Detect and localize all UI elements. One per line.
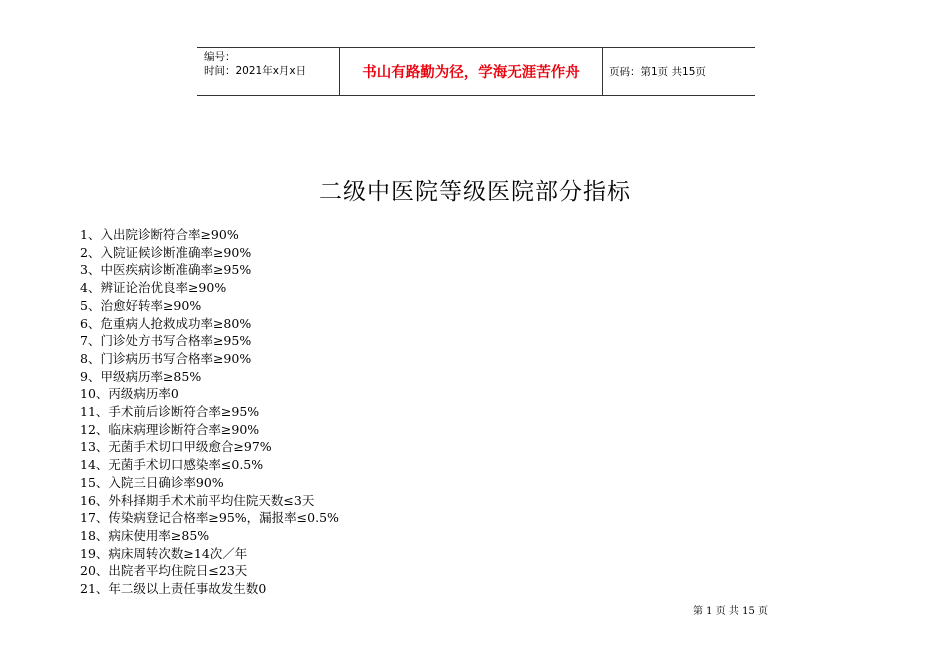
list-item: 13、无菌手术切口甲级愈合≥97% bbox=[80, 439, 272, 455]
number-label: 编号： bbox=[204, 51, 236, 63]
list-item: 16、外科择期手术术前平均住院天数≤3天 bbox=[80, 492, 315, 508]
indicator-list bbox=[80, 226, 339, 598]
document-title: 二级中医院等级医院部分指标 bbox=[319, 179, 631, 205]
list-item: 9、甲级病历率≥85% bbox=[80, 368, 202, 384]
list-item: 15、入院三日确诊率90% bbox=[80, 474, 224, 490]
list-item: 14、无菌手术切口感染率≤0.5% bbox=[80, 457, 264, 473]
header-meta bbox=[197, 48, 340, 95]
list-item: 10、丙级病历率0 bbox=[80, 386, 179, 402]
list-item: 1、入出院诊断符合率≥90% bbox=[80, 227, 239, 242]
list-item: 11、手术前后诊断符合率≥95% bbox=[80, 404, 260, 420]
page-header bbox=[197, 47, 755, 96]
list-item: 20、出院者平均住院日≤23天 bbox=[80, 563, 248, 579]
list-item: 17、传染病登记合格率≥95%，漏报率≤0.5% bbox=[80, 510, 339, 526]
list-item: 5、治愈好转率≥90% bbox=[80, 297, 202, 313]
list-item: 7、门诊处方书写合格率≥95% bbox=[80, 333, 252, 349]
list-item: 8、门诊病历书写合格率≥90% bbox=[80, 350, 252, 366]
time-label: 时间：2021年x月x日 bbox=[204, 65, 307, 77]
header-page-code: 页码：第1页 共15页 bbox=[609, 66, 706, 78]
list-item: 2、入院证候诊断准确率≥90% bbox=[80, 244, 252, 260]
list-item: 21、年二级以上责任事故发生数0 bbox=[80, 581, 267, 597]
list-item: 3、中医疾病诊断准确率≥95% bbox=[80, 262, 252, 278]
header-motto: 书山有路勤为径，学海无涯苦作舟 bbox=[340, 48, 603, 95]
list-item: 19、病床周转次数≥14次／年 bbox=[80, 545, 248, 561]
list-item: 12、临床病理诊断符合率≥90% bbox=[80, 421, 260, 437]
list-item: 4、辨证论治优良率≥90% bbox=[80, 280, 227, 296]
list-item: 6、危重病人抢救成功率≥80% bbox=[80, 315, 252, 331]
list-item: 18、病床使用率≥85% bbox=[80, 527, 210, 543]
page-footer: 第 1 页 共 15 页 bbox=[693, 606, 768, 617]
